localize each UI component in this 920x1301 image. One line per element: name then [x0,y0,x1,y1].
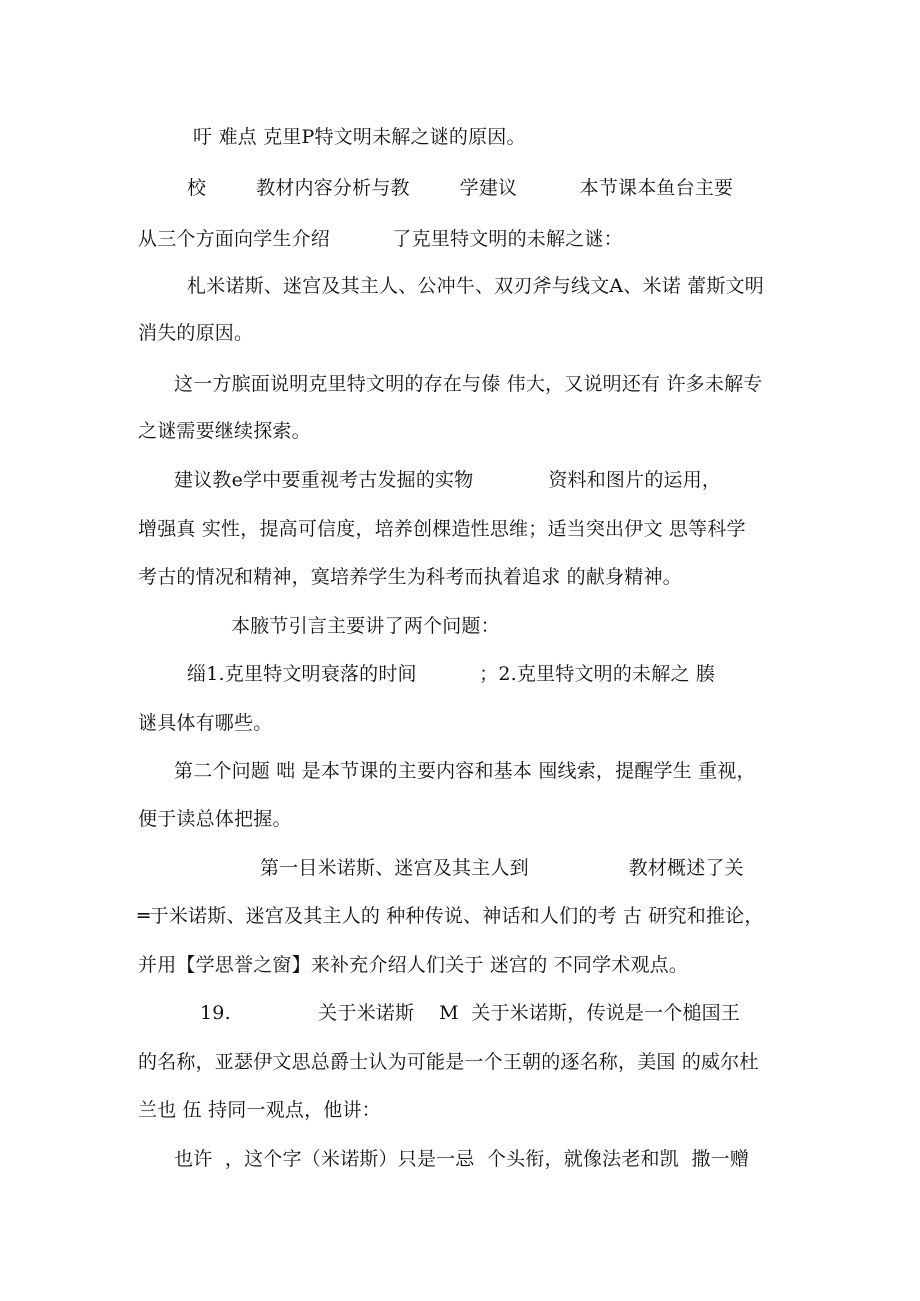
line-second-question: 第二个问题 咄 是本节课的主要内容和基本 囤线索，提醒学生 重视， [174,760,756,782]
line-dynasty-name: 的名称，亚瑟伊文思总爵士认为可能是一个王朝的逐名称，美国 的威尔杜 [138,1051,759,1073]
line-legends: ═于米诺斯、迷宫及其主人的 种种传说、神话和人们的考 古 研究和推论， [138,905,764,927]
line-minos-topics: 札米诺斯、迷宫及其主人、公冲牛、双刃斧与线文A、米诺 蕾斯文明 [187,275,764,297]
line-overall-grasp: 便于读总体把握。 [138,808,292,830]
line-enhance-reality: 增强真 实性，提高可信度，培养创棵造性思维；适当突出伊文 思等科学 [138,518,746,540]
line-mysteries: 谜具体有哪些。 [138,712,273,734]
line-about-minos: 19. 关于米诺斯 M 关于米诺斯，传说是一个槌国王 [200,1002,741,1024]
line-continue-explore: 之谜需要继续探索。 [138,420,311,442]
line-intro-two-questions: 本腋节引言主要讲了两个问题： [231,615,500,637]
line-title-like-pharaoh: 也许 ，这个字（米诺斯）只是一忌 个头衔，就像法老和凯 撒一赠 [174,1148,750,1170]
line-archaeology-spirit: 考古的情况和精神，寞培养学生为科考而执着追求 的献身精神。 [138,566,682,588]
line-existence-greatness: 这一方膑面说明克里特文明的存在与傣 伟大，又说明还有 许多未解专 [174,373,763,395]
line-three-aspects: 从三个方面向学生介绍 了克里特文明的未解之谜： [138,228,623,250]
line-difficulty: 吁 难点 克里P特文明未解之谜的原因。 [193,126,526,148]
line-academic-views: 并用【学思誉之窗】来补充介绍人们关于 迷宫的 不同学术观点。 [138,954,689,976]
line-durant-view: 兰也 伍 持同一观点，他讲： [138,1099,381,1121]
line-textbook-analysis: 校 教材内容分析与教 学建议 本节课本鱼台主要 [187,177,734,199]
line-disappearance-reason: 消失的原因。 [138,322,254,344]
line-suggestion-archaeology: 建议教e学中要重视考古发掘的实物 资料和图片的运用， [174,469,722,491]
line-question-list: 缁1.克里特文明衰落的时间 ；2.克里特文明的未解之 腠 [187,663,716,685]
line-first-item: 第一目米诺斯、迷宫及其主人到 教材概述了关 [260,857,744,879]
